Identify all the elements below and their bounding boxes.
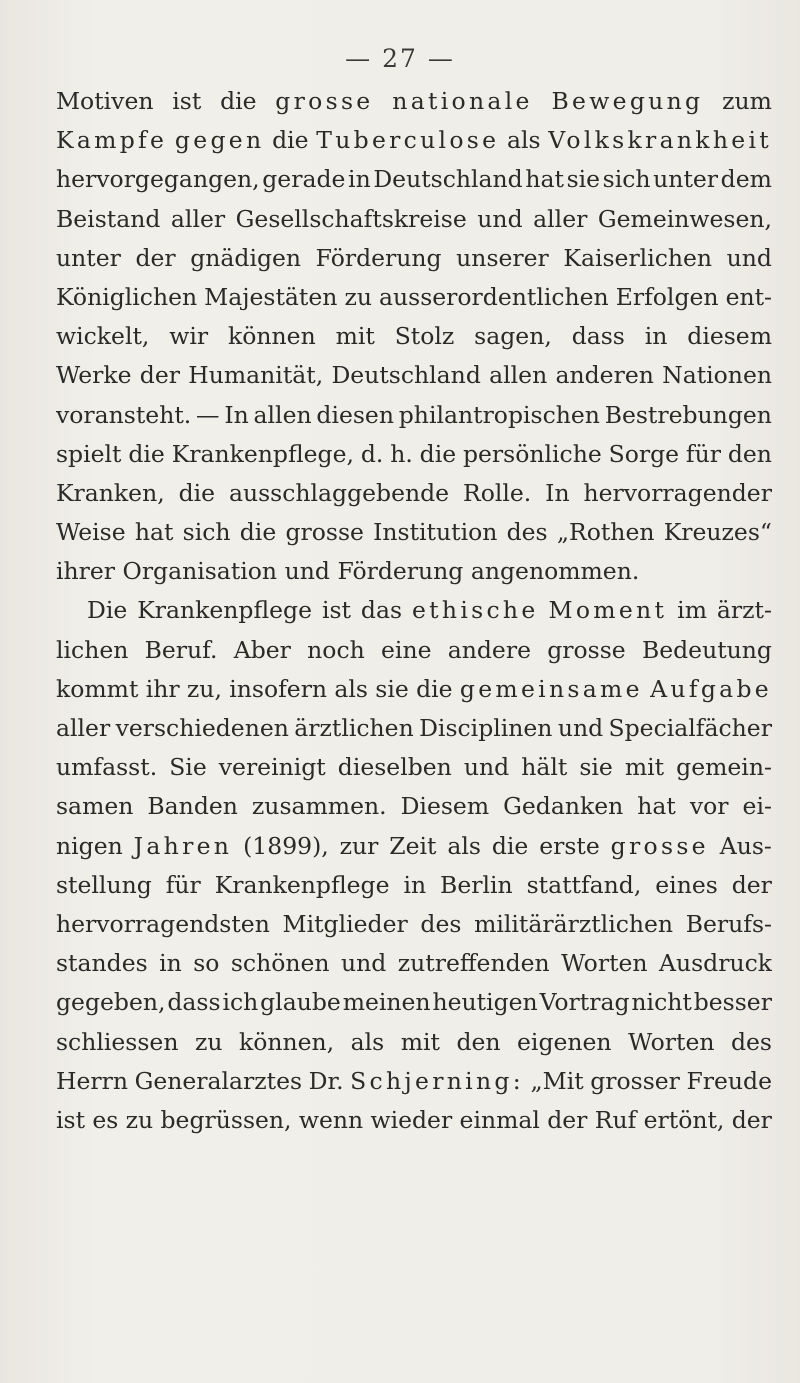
- text-line: lichen Beruf. Aber noch eine andere grosse Bedeutung: [56, 635, 772, 664]
- text-line: aller verschiedenen ärztlichen Disciplinen und Specialfächer: [56, 714, 772, 742]
- text-line: standes in so schönen und zutreffenden Worten Ausdruck: [56, 949, 772, 978]
- text-line: Kranken, die ausschlaggebende Rolle. In hervorragender: [56, 478, 772, 507]
- text-line: Werke der Humanität, Deutschland allen anderen Nationen: [56, 361, 772, 390]
- text-line: ist es zu begrüssen, wenn wieder einmal der Ruf ertönt, der: [56, 1105, 772, 1134]
- text-line: ihrer Organisation und Förderung angenommen.: [56, 557, 640, 586]
- text-line: Motiven ist die grosse nationale Bewegung zum: [56, 87, 772, 115]
- body-text: [56, 82, 772, 1140]
- text-line: kommt ihr zu, insofern als sie die gemeinsame Aufgabe: [56, 674, 772, 703]
- text-line: Kampfe gegen die Tuberculose als Volkskrankheit: [56, 126, 772, 155]
- text-line: schliessen zu können, als mit den eigenen Worten des: [56, 1027, 772, 1056]
- text-line: umfasst. Sie vereinigt dieselben und hält sie mit gemein-: [56, 753, 772, 782]
- page-number: — 27 —: [345, 44, 455, 73]
- text-line: nigen Jahren (1899), zur Zeit als die erste grosse Aus-: [56, 831, 772, 860]
- text-line: hervorragendsten Mitglieder des militärärztlichen Berufs-: [56, 909, 772, 938]
- text-line: unter der gnädigen Förderung unserer Kaiserlichen und: [56, 243, 772, 272]
- text-line: Weise hat sich die grosse Institution des „Rothen Kreuzes“: [56, 518, 772, 547]
- text-line: hervorgegangen, gerade in Deutschland hat sie sich unter dem: [56, 165, 772, 194]
- text-line: Königlichen Majestäten zu ausserordentlichen Erfolgen ent-: [56, 282, 772, 311]
- text-line: spielt die Krankenpflege, d. h. die persönliche Sorge für den: [56, 439, 772, 468]
- text-line: Beistand aller Gesellschaftskreise und aller Gemeinwesen,: [56, 204, 772, 233]
- text-line: Herrn Generalarztes Dr. Schjerning: „Mit grosser Freude: [56, 1066, 772, 1095]
- text-line: samen Banden zusammen. Diesem Gedanken hat vor ei-: [56, 792, 772, 821]
- text-line: Die Krankenpflege ist das ethische Moment im ärzt-: [87, 596, 772, 625]
- text-line: gegeben, dass ich glaube meinen heutigen Vortrag nicht besser: [56, 988, 772, 1017]
- text-line: stellung für Krankenpflege in Berlin stattfand, eines der: [56, 870, 772, 899]
- text-line: wickelt, wir können mit Stolz sagen, dass in diesem: [56, 322, 772, 351]
- text-line: voransteht. — In allen diesen philantropischen Bestrebungen: [56, 400, 772, 429]
